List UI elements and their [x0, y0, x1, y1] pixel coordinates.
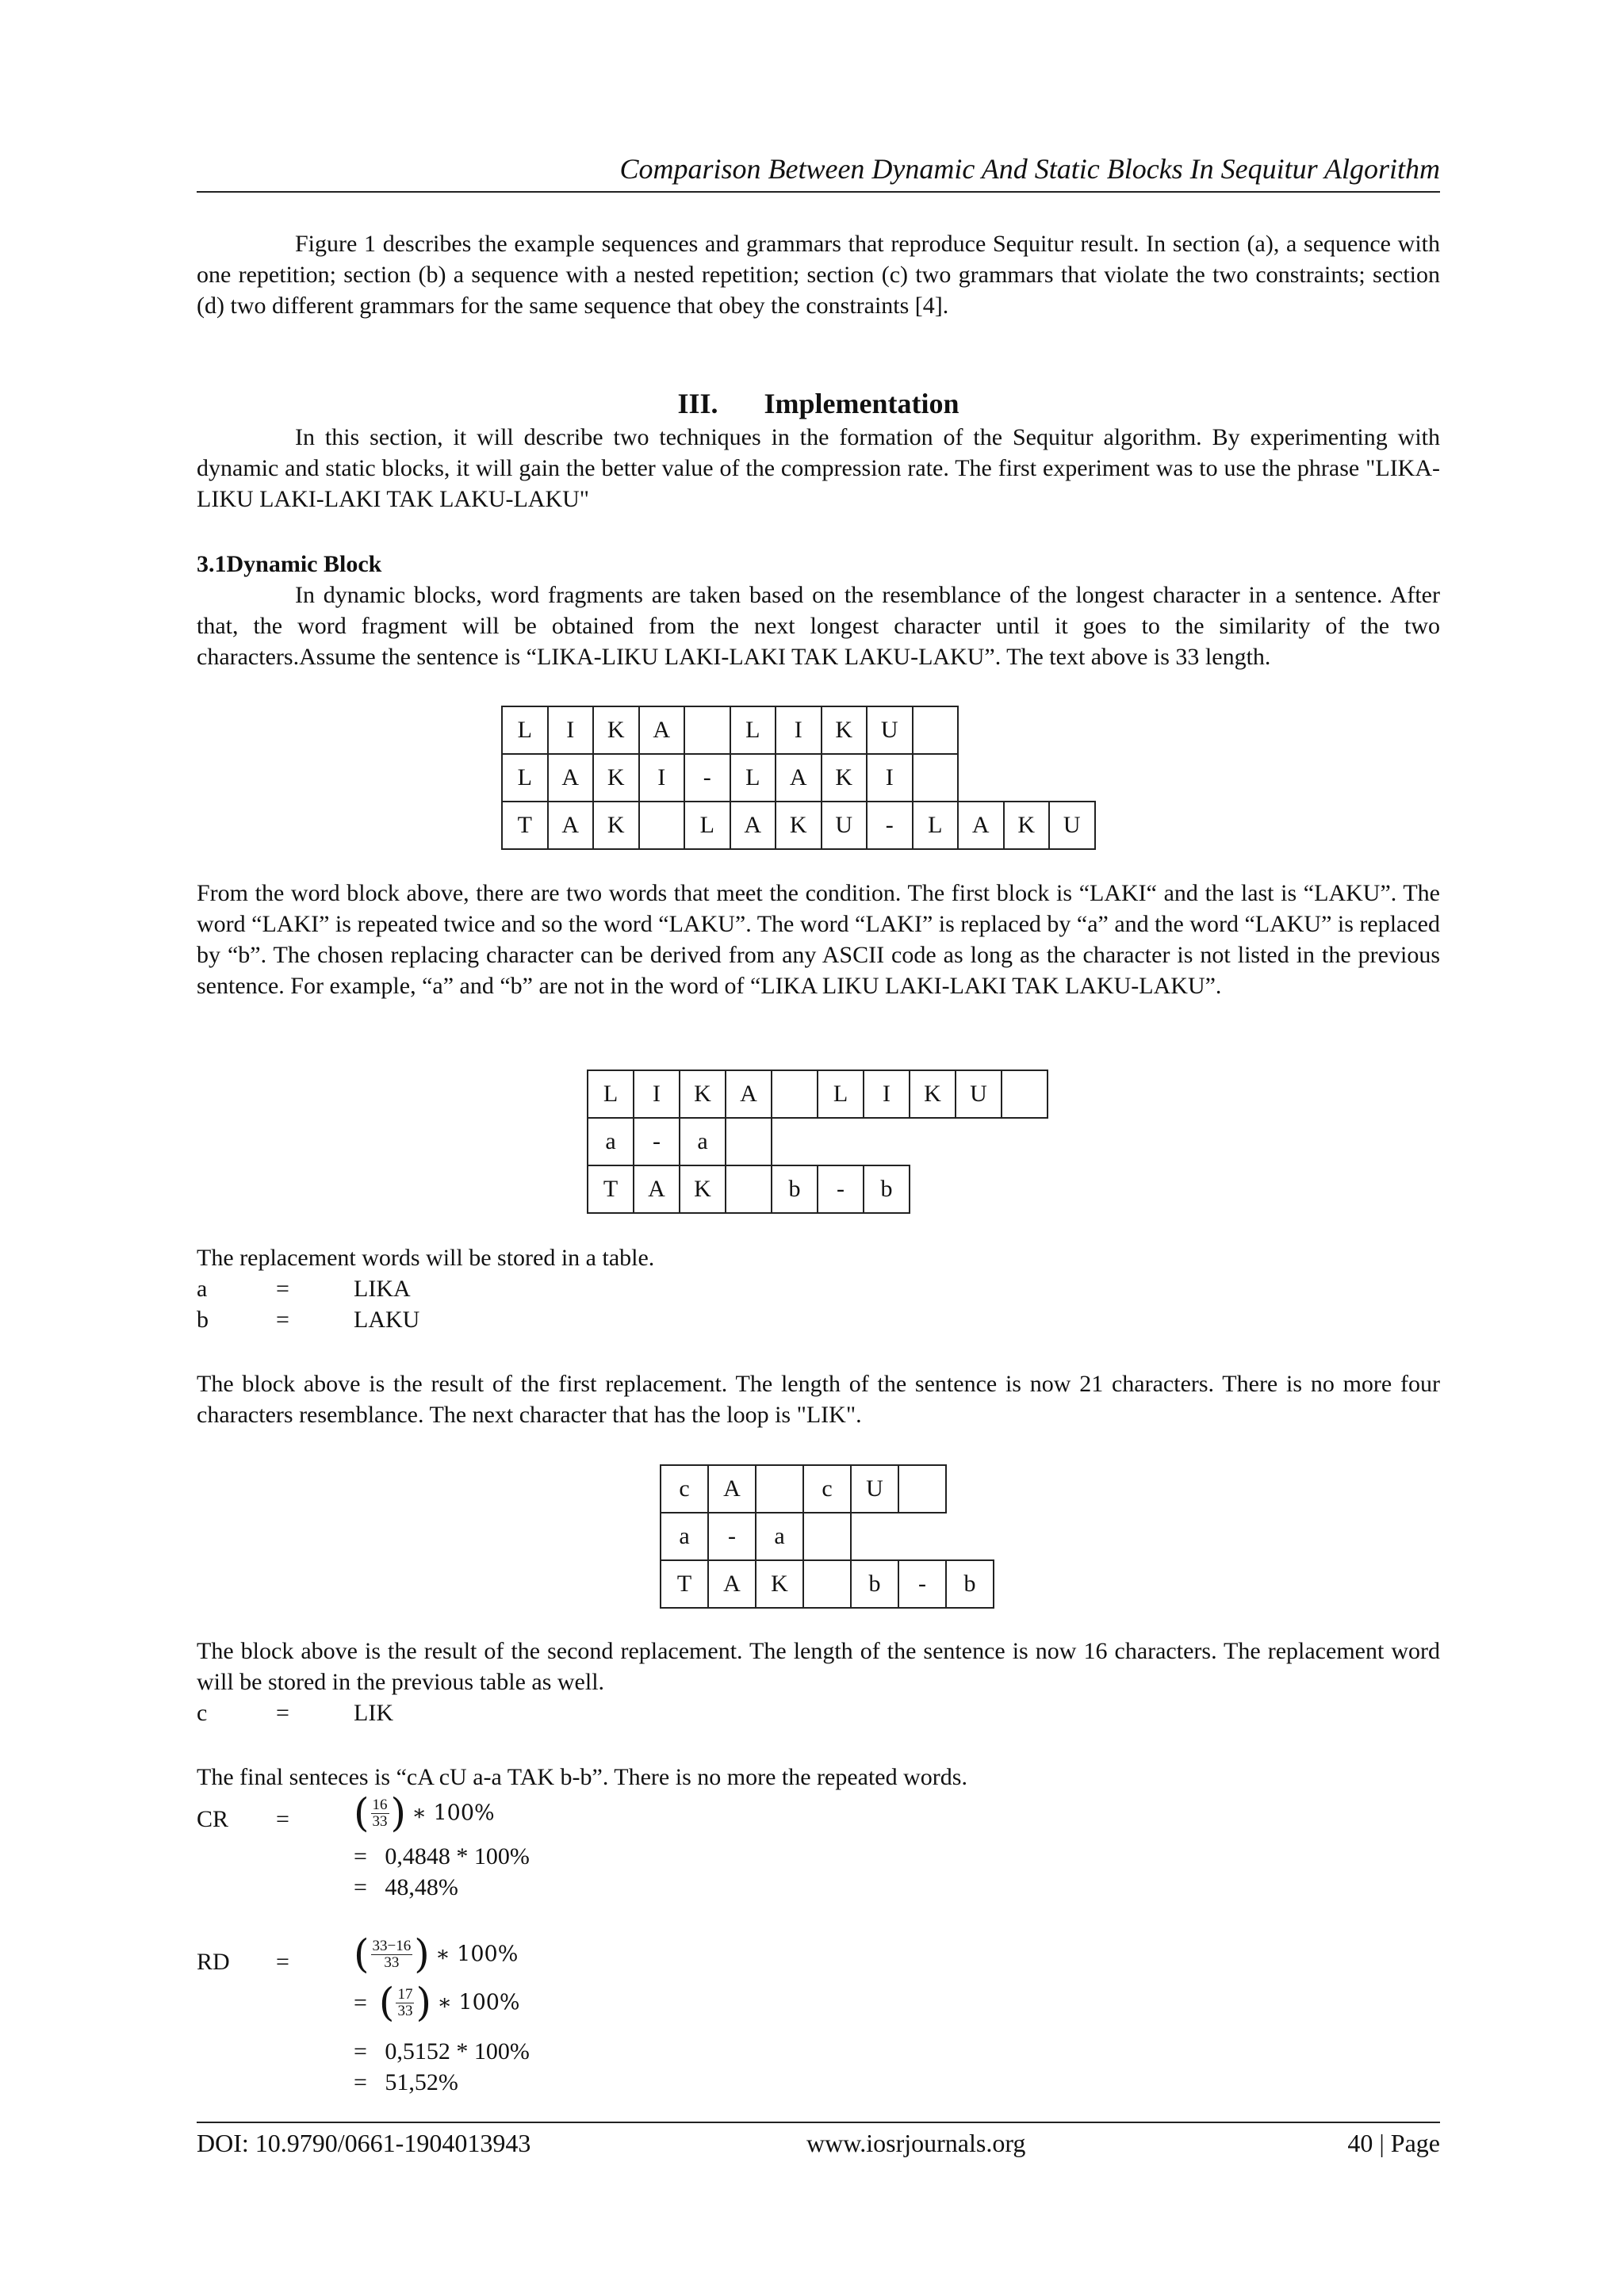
- block-cell: b: [864, 1165, 910, 1213]
- empty-space: [864, 1118, 910, 1165]
- rd-step-2-denominator: 33: [397, 2002, 413, 2019]
- block-cell: K: [776, 802, 822, 849]
- cr-equals: =: [276, 1806, 289, 1832]
- cr-step-3-value: 48,48%: [385, 1874, 458, 1900]
- paragraph-first-replacement: The block above is the result of the first replacement. The length of the sentence is now 21 characters. There is no more four characters resemblance. The next character that has the loop is "LIK".: [197, 1371, 1440, 1428]
- block-cell: L: [818, 1070, 864, 1118]
- block-cell: L: [502, 706, 548, 754]
- rd-step-3-value: 0,5152 * 100%: [385, 2038, 530, 2064]
- block-cell: a: [756, 1513, 803, 1560]
- block-cell: K: [593, 706, 639, 754]
- empty-space: [1049, 754, 1095, 802]
- subsection-paragraph: In dynamic blocks, word fragments are taken based on the resemblance of the longest character in a sentence. After that, the word fragment will be obtained from the next longest character until it goes to the similarity of the two characters.Assume the sentence is “LIKA-LIKU LAKI-LAKI TAK LAKU-LAKU”. The text above is 33 length.: [197, 582, 1440, 670]
- paragraph-after-table-1: From the word block above, there are two words that meet the condition. The first block is “LAKI“ and the last is “LAKU”. The word “LAKI” is repeated twice and so the word “LAKU”. The word “LAKI” is replaced by “a” and the word “LAKU” is replaced by “b”. The chosen replacing character can be derived from any ASCII code as long as the character is not listed in the previous sentence. For example, “a” and “b” are not in the word of “LIKA LIKU LAKI-LAKI TAK LAKU-LAKU”.: [197, 880, 1440, 999]
- empty-space: [958, 706, 1004, 754]
- block-cell: c: [661, 1465, 708, 1513]
- empty-space: [956, 1165, 1002, 1213]
- block-row: [588, 1165, 1048, 1213]
- rd-times: ∗ 100%: [435, 1942, 519, 1967]
- block-cell: -: [898, 1560, 946, 1608]
- block-cell: A: [634, 1165, 680, 1213]
- empty-space: [1002, 1165, 1048, 1213]
- block-cell: -: [867, 802, 913, 849]
- block-cell: L: [730, 706, 776, 754]
- block-cell: K: [1004, 802, 1050, 849]
- block-row: [661, 1560, 994, 1608]
- block-cell: A: [708, 1465, 756, 1513]
- section-number: III.: [677, 388, 718, 419]
- block-row: [661, 1513, 994, 1560]
- empty-space: [818, 1118, 864, 1165]
- rd-label: RD: [197, 1949, 230, 1975]
- block-cell: [803, 1560, 851, 1608]
- block-cell: K: [822, 706, 868, 754]
- block-cell: I: [548, 706, 594, 754]
- block-cell: T: [588, 1165, 634, 1213]
- block-cell: U: [1049, 802, 1095, 849]
- empty-space: [958, 754, 1004, 802]
- block-cell: [684, 706, 730, 754]
- rd-step-3: = 0,5152 * 100%: [354, 2038, 530, 2064]
- block-row: [502, 754, 1095, 802]
- block-cell: T: [502, 802, 548, 849]
- header-rule: [197, 191, 1440, 193]
- footer-rule: [197, 2122, 1440, 2123]
- word-block-table-3: [660, 1464, 994, 1609]
- block-cell: K: [822, 754, 868, 802]
- block-cell: [913, 754, 959, 802]
- cr-step-2-value: 0,4848 * 100%: [385, 1843, 530, 1869]
- block-cell: K: [756, 1560, 803, 1608]
- block-cell: A: [639, 706, 685, 754]
- cr-formula: ( $\frac{16}{33}$ ) ∗ 100%: [354, 1789, 495, 1836]
- block-cell: [913, 706, 959, 754]
- replacement-symbol: c: [197, 1700, 208, 1726]
- empty-space: [1004, 754, 1050, 802]
- block-cell: -: [708, 1513, 756, 1560]
- block-cell: I: [867, 754, 913, 802]
- rd-step-2-times: ∗ 100%: [437, 1990, 520, 2015]
- block-cell: b: [772, 1165, 818, 1213]
- block-cell: L: [913, 802, 959, 849]
- block-cell: b: [946, 1560, 994, 1608]
- rd-frac-numerator: 33−16: [372, 1937, 412, 1954]
- block-cell: U: [822, 802, 868, 849]
- empty-space: [772, 1118, 818, 1165]
- section-paragraph: In this section, it will describe two techniques in the formation of the Sequitur algorithm. By experimenting with dynamic and static blocks, it will gain the better value of the compression rate. The first experiment was to use the phrase "LIKA-LIKU LAKI-LAKI TAK LAKU-LAKU": [197, 424, 1440, 512]
- block-cell: A: [708, 1560, 756, 1608]
- empty-space: [946, 1513, 994, 1560]
- cr-frac-denominator: 33: [372, 1812, 388, 1830]
- block-row: [661, 1465, 994, 1513]
- rd-step-2: = ( $\frac{17}{33}$ ) ∗ 100%: [354, 1979, 520, 2026]
- block-cell: L: [588, 1070, 634, 1118]
- block-cell: U: [867, 706, 913, 754]
- block-cell: L: [684, 802, 730, 849]
- footer-doi: DOI: 10.9790/0661-1904013943: [197, 2129, 531, 2157]
- replacement-symbol: b: [197, 1307, 209, 1333]
- block-cell: T: [661, 1560, 708, 1608]
- block-cell: c: [803, 1465, 851, 1513]
- block-row: [502, 802, 1095, 849]
- word-block-table-1: [501, 706, 1096, 850]
- block-row: [588, 1070, 1048, 1118]
- block-cell: K: [910, 1070, 956, 1118]
- cr-times: ∗ 100%: [412, 1800, 495, 1826]
- block-cell: [1002, 1070, 1048, 1118]
- cr-frac-numerator: 16: [372, 1796, 388, 1813]
- running-header: Comparison Between Dynamic And Static Blocks In Sequitur Algorithm: [619, 153, 1440, 185]
- word-block-table-2: [587, 1070, 1048, 1214]
- empty-space: [910, 1118, 956, 1165]
- block-row: [502, 706, 1095, 754]
- replacement-value: LIK: [354, 1700, 393, 1726]
- block-cell: -: [684, 754, 730, 802]
- replacement-intro: The replacement words will be stored in a table.: [197, 1245, 655, 1271]
- block-cell: I: [634, 1070, 680, 1118]
- block-cell: a: [661, 1513, 708, 1560]
- footer-page-number: 40 | Page: [1347, 2129, 1440, 2157]
- replacement-eq: =: [276, 1307, 289, 1333]
- empty-space: [910, 1165, 956, 1213]
- subsection-heading: 3.1Dynamic Block: [197, 551, 382, 577]
- rd-step-4-value: 51,52%: [385, 2069, 458, 2095]
- empty-space: [946, 1465, 994, 1513]
- block-cell: I: [639, 754, 685, 802]
- block-cell: [898, 1465, 946, 1513]
- block-cell: b: [851, 1560, 898, 1608]
- block-cell: K: [680, 1165, 726, 1213]
- block-cell: A: [776, 754, 822, 802]
- block-cell: [639, 802, 685, 849]
- rd-formula: ( $\frac{33-16}{33}$ ) ∗ 100%: [354, 1931, 519, 1977]
- replacement-symbol: a: [197, 1276, 208, 1302]
- block-cell: L: [730, 754, 776, 802]
- block-cell: A: [548, 802, 594, 849]
- block-cell: K: [680, 1070, 726, 1118]
- block-cell: [726, 1118, 772, 1165]
- empty-space: [956, 1118, 1002, 1165]
- empty-space: [898, 1513, 946, 1560]
- cr-step-2: = 0,4848 * 100%: [354, 1843, 530, 1869]
- block-row: [588, 1118, 1048, 1165]
- final-sentence: The final senteces is “cA cU a-a TAK b-b”. There is no more the repeated words.: [197, 1764, 967, 1790]
- block-cell: [726, 1165, 772, 1213]
- cr-label: CR: [197, 1806, 229, 1832]
- block-cell: a: [680, 1118, 726, 1165]
- replacement-value: LAKU: [354, 1307, 420, 1333]
- block-cell: a: [588, 1118, 634, 1165]
- block-cell: U: [851, 1465, 898, 1513]
- replacement-value: LIKA: [354, 1276, 411, 1302]
- block-cell: I: [864, 1070, 910, 1118]
- replacement-eq: =: [276, 1700, 289, 1726]
- block-cell: K: [593, 802, 639, 849]
- block-cell: U: [956, 1070, 1002, 1118]
- empty-space: [1004, 706, 1050, 754]
- block-cell: K: [593, 754, 639, 802]
- rd-equals: =: [276, 1949, 289, 1975]
- block-cell: I: [776, 706, 822, 754]
- empty-space: [1049, 706, 1095, 754]
- replacement-eq: =: [276, 1276, 289, 1302]
- block-cell: A: [958, 802, 1004, 849]
- section-heading: [197, 385, 1440, 422]
- block-cell: [772, 1070, 818, 1118]
- empty-space: [1002, 1118, 1048, 1165]
- cr-step-3: = 48,48%: [354, 1874, 458, 1900]
- block-cell: -: [818, 1165, 864, 1213]
- rd-frac-denominator: 33: [384, 1954, 400, 1971]
- block-cell: A: [726, 1070, 772, 1118]
- block-cell: A: [730, 802, 776, 849]
- paragraph-second-replacement: The block above is the result of the second replacement. The length of the sentence is now 16 characters. The replacement word will be stored in the previous table as well.: [197, 1638, 1440, 1695]
- footer-website: www.iosrjournals.org: [806, 2129, 1026, 2157]
- block-cell: A: [548, 754, 594, 802]
- block-cell: L: [502, 754, 548, 802]
- section-title: Implementation: [764, 388, 959, 419]
- rd-step-2-numerator: 17: [397, 1985, 413, 2003]
- empty-space: [851, 1513, 898, 1560]
- block-cell: -: [634, 1118, 680, 1165]
- rd-step-4: = 51,52%: [354, 2069, 458, 2095]
- block-cell: [756, 1465, 803, 1513]
- block-cell: [803, 1513, 851, 1560]
- intro-paragraph: Figure 1 describes the example sequences and grammars that reproduce Sequitur result. In section (a), a sequence with one repetition; section (b) a sequence with a nested repetition; section (c) two grammars that violate the two constraints; section (d) two different grammars for the same sequence that obey the constraints [4].: [197, 231, 1440, 319]
